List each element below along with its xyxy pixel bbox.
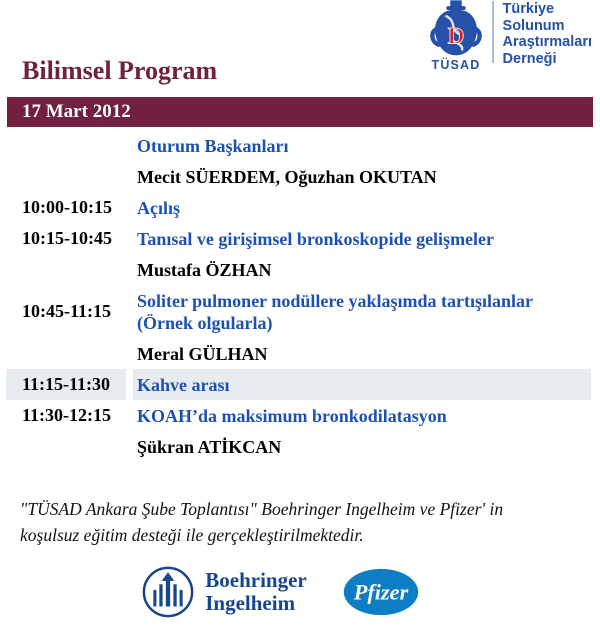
session-title: Oturum Başkanları [137, 135, 289, 156]
time-cell [6, 431, 126, 462]
org-name-line: Türkiye [502, 1, 555, 17]
org-name-line: Solunum [502, 17, 565, 34]
schedule-row [6, 431, 591, 462]
pfizer-logo [343, 568, 419, 616]
session-title: Soliter pulmoner nodüllere yaklaşımda tartışılanlar (Örnek olgularla) [137, 290, 533, 333]
pfizer-wordmark: Pfizer [353, 579, 408, 605]
time-cell [6, 338, 126, 369]
time-cell [6, 161, 126, 192]
tusad-wordmark: TÜSAD [431, 57, 480, 72]
schedule-row [6, 254, 591, 285]
schedule-row [6, 400, 591, 431]
tusad-letter-d: D [447, 23, 464, 50]
boehringer-wordmark-line: Ingelheim [205, 591, 296, 615]
schedule-row [6, 192, 591, 223]
schedule-row [6, 285, 591, 338]
brand-divider [492, 1, 494, 63]
schedule-row [6, 223, 591, 254]
org-name-line: Derneği [502, 50, 557, 67]
session-title: Kahve arası [133, 369, 591, 400]
page-title: Bilimsel Program [22, 56, 218, 85]
time-cell: 10:00-10:15 [22, 197, 112, 217]
time-cell: 10:45-11:15 [22, 301, 111, 321]
time-cell: 10:15-10:45 [22, 228, 112, 248]
speaker-name: Meral GÜLHAN [137, 343, 268, 364]
schedule-row [6, 369, 591, 400]
schedule-row [6, 130, 591, 161]
boehringer-icon [141, 565, 195, 619]
tusad-brand [429, 0, 592, 72]
schedule-row [6, 161, 591, 192]
boehringer-wordmark-line: Boehringer [205, 568, 307, 592]
speaker-name: Şükran ATİKCAN [137, 436, 282, 457]
session-title: KOAH’da maksimum bronkodilatasyon [137, 405, 447, 426]
org-name-line: Araştırmaları [502, 34, 592, 50]
speaker-name: Mustafa ÖZHAN [137, 259, 272, 280]
schedule-table [6, 130, 591, 462]
time-cell [6, 254, 126, 285]
sponsor-note: "TÜSAD Ankara Şube Toplantısı" Boehringer Ingelheim ve Pfizer' in koşulsuz eğitim desteği ile gerçekleştirilmektedir. [20, 499, 504, 545]
session-title: Açılış [137, 197, 180, 218]
boehringer-wordmark [205, 569, 306, 615]
schedule-row [6, 338, 591, 369]
time-cell: 11:15-11:30 [6, 369, 126, 400]
org-name [503, 0, 592, 67]
session-title: Tanısal ve girişimsel bronkoskopide gelişmeler [137, 228, 495, 249]
tusad-amphora-icon [429, 0, 483, 72]
speaker-name: Mecit SÜERDEM, Oğuzhan OKUTAN [137, 166, 437, 187]
time-cell [6, 130, 126, 161]
date-header: 17 Mart 2012 [7, 97, 593, 127]
time-cell: 11:30-12:15 [22, 405, 111, 425]
boehringer-logo [141, 565, 306, 619]
sponsor-logos [0, 565, 600, 619]
